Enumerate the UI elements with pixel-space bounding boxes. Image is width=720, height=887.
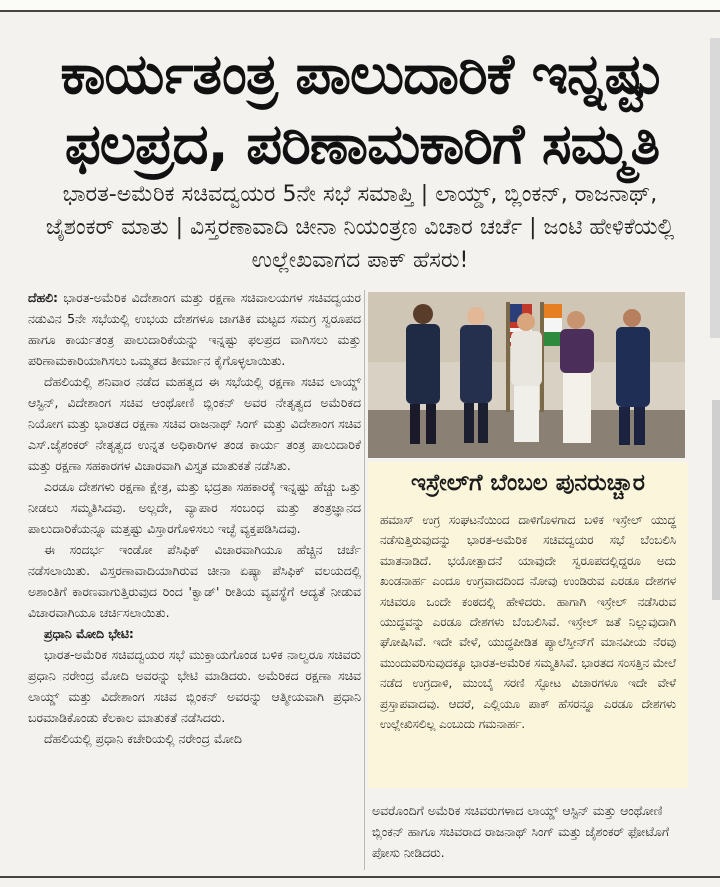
photo-illustration [368, 292, 685, 458]
article-paragraph-4: ಈ ಸಂದರ್ಭ ಇಂಡೋ ಪೆಸಿಫಿಕ್ ವಿಚಾರವಾಗಿಯೂ ಹೆಚ್ಚಿನ ಚರ್ಚೆ ನಡೆಸಲಾಯಿತು. ವಿಸ್ತರಣಾವಾದಿಯಾಗಿರುವ ಚೀನಾ ಏಷ್ಯಾ ಪೆಸಿಫಿಕ್ ವಲಯದಲ್ಲಿ ಅಶಾಂತಿಗೆ ಕಾರಣವಾಗುತ್ತಿರುವುದ ರಿಂದ 'ಕ್ವಾಡ್' ರೀತಿಯ ವ್ಯವಸ್ಥೆಗೆ ಆದ್ಯತೆ ನೀಡುವ ವಿಚಾರವಾಗಿಯೂ ಚರ್ಚಿಸಲಾಯಿತು. [28, 542, 361, 620]
article-paragraph-1 [28, 287, 361, 371]
sidebar-body: ಹಮಾಸ್ ಉಗ್ರ ಸಂಘಟನೆಯಿಂದ ದಾಳಿಗೊಳಗಾದ ಬಳಿಕ ಇಸ್ರೇಲ್ ಯುದ್ಧ ನಡೆಸುತ್ತಿರುವುದನ್ನು ಭಾರತ-ಅಮೆರಿಕ ಸಚಿವದ್ವಯರ ಸಭೆ ಬೆಂಬಲಿಸಿ ಮಾತನಾಡಿದೆ. ಭಯೋತ್ಪಾದನೆ ಯಾವುದೇ ಸ್ವರೂಪದಲ್ಲಿದ್ದರೂ ಅದು ಖಂಡನಾರ್ಹ ಎಂದೂ ಉಗ್ರವಾದದಿಂದ ನೋವು ಉಂಡಿರುವ ಎರಡೂ ದೇಶಗಳ ಸಚಿವರೂ ಒಂದೇ ಕಂಠದಲ್ಲಿ ಹೇಳಿದರು. ಹಾಗಾಗಿ ಇಸ್ರೇಲ್ ನಡೆಸಿರುವ ಯುದ್ಧವನ್ನು ಎರಡೂ ದೇಶಗಳು ಬೆಂಬಲಿಸಿವೆ. ಇಸ್ರೇಲ್ ಜತೆ ನಿಲ್ಲುವುದಾಗಿ ಘೋಷಿಸಿವೆ. ಇದೇ ವೇಳೆ, ಯುದ್ಧಪೀಡಿತ ಪ್ಯಾಲೆಸ್ತೀನ್‌ಗೆ ಮಾನವೀಯ ನೆರವು ಮುಂದುವರಿಸುವುದಕ್ಕೂ ಭಾರತ-ಅಮೆರಿಕ ಸಮ್ಮತಿಸಿವೆ. ಭಾರತದ ಸಂಸತ್ತಿನ ಮೇಲೆ ನಡೆದ ಉಗ್ರದಾಳಿ, ಮುಂಬೈ ಸರಣಿ ಸ್ಫೋಟ ವಿಚಾರಗಳೂ ಇದೇ ವೇಳೆ ಪ್ರಸ್ತಾಪವಾದವು. ಆದರೆ, ಎಲ್ಲಿಯೂ ಪಾಕ್ ಹೆಸರನ್ನೂ ಎರಡೂ ದೇಶಗಳು ಉಲ್ಲೇಖಿಸಲಿಲ್ಲ ಎಂಬುದು ಗಮನಾರ್ಹ. [380, 513, 676, 732]
sidebar-box [368, 462, 688, 788]
article-paragraph-3: ಎರಡೂ ದೇಶಗಳು ರಕ್ಷಣಾ ಕ್ಷೇತ್ರ, ಮತ್ತು ಭದ್ರತಾ ಸಹಕಾರಕ್ಕೆ ಇನ್ನಷ್ಟು ಹೆಚ್ಚು ಒತ್ತು ನೀಡಲು ಸಮ್ಮತಿಸಿದವು. ಅಲ್ಲದೇ, ವ್ಯಾಪಾರ ಸಂಬಂಧ ಮತ್ತು ತಂತ್ರಜ್ಞಾನದ ಪಾಲುದಾರಿಕೆಯನ್ನೂ ಮತ್ತಷ್ಟು ವಿಸ್ತಾರಗೊಳಿಸಲು ಇಚ್ಛೆ ವ್ಯಕ್ತಪಡಿಸಿದವು. [28, 479, 361, 536]
subdeck: ಭಾರತ-ಅಮೆರಿಕ ಸಚಿವದ್ವಯರ 5ನೇ ಸಭೆ ಸಮಾಪ್ತಿ | ಲಾಯ್ಡ್, ಬ್ಲಿಂಕನ್, ರಾಜನಾಥ್, ಜೈಶಂಕರ್ ಮಾತು | ವಿಸ್ತರಣಾವಾದಿ ಚೀನಾ ನಿಯಂತ್ರಣ ವಿಚಾರ ಚರ್ಚೆ | ಜಂಟಿ ಹೇಳಿಕೆಯಲ್ಲಿ ಉಲ್ಲೇಖವಾಗದ ಪಾಕ್ ಹೆಸರು! [45, 182, 675, 273]
headline-line-2: ಫಲಪ್ರದ, ಪರಿಣಾಮಕಾರಿಗೆ ಸಮ್ಮತಿ [64, 112, 660, 177]
article-paragraph-2: ದೆಹಲಿಯಲ್ಲಿ ಶನಿವಾರ ನಡೆದ ಮಹತ್ವದ ಈ ಸಭೆಯಲ್ಲಿ ರಕ್ಷಣಾ ಸಚಿವ ಲಾಯ್ಡ್ ಆಸ್ಟಿನ್, ವಿದೇಶಾಂಗ ಸಚಿವ ಆಂಥೋಣಿ ಬ್ಲಿಂಕನ್ ಅವರ ನೇತೃತ್ವದ ಅಮೆರಿಕದ ನಿಯೋಗ ಮತ್ತು ಭಾರತದ ರಕ್ಷಣಾ ಸಚಿವ ರಾಜನಾಥ್ ಸಿಂಗ್ ಮತ್ತು ವಿದೇಶಾಂಗ ಸಚಿವ ಎಸ್.ಜೈಶಂಕರ್ ನೇತೃತ್ವದ ಉನ್ನತ ಅಧಿಕಾರಿಗಳ ತಂಡ ಕಾರ್ಯ ತಂತ್ರ ಪಾಲುದಾರಿಕೆ ಮತ್ತು ರಕ್ಷಣಾ ಸಹಕಾರಗಳ ವಿಚಾರವಾಗಿ ವಿಸ್ತೃತ ಮಾತುಕತೆ ನಡೆಸಿತು. [28, 374, 361, 473]
article-subhead: ಪ್ರಧಾನಿ ಮೋದಿ ಭೇಟಿ: [44, 626, 134, 641]
column-divider [364, 290, 365, 870]
sidebar-title: ಇಸ್ರೇಲ್‌ಗೆ ಬೆಂಬಲ ಪುನರುಚ್ಚಾರ [411, 470, 645, 496]
bottom-border-rule [0, 876, 720, 878]
article-paragraph-6: ದೆಹಲಿಯಲ್ಲಿ ಪ್ರಧಾನಿ ಕಚೇರಿಯಲ್ಲಿ ನರೇಂದ್ರ ಮೋದಿ [44, 731, 242, 746]
dateline: ದೆಹಲಿ: [28, 290, 58, 305]
headline-line-1: ಕಾರ್ಯತಂತ್ರ ಪಾಲುದಾರಿಕೆ ಇನ್ನಷ್ಟು [60, 42, 664, 107]
adjacent-page-edge [710, 38, 720, 338]
adjacent-page-edge-lower [712, 400, 720, 600]
top-border-rule [0, 0, 720, 12]
article-column [28, 287, 361, 749]
article-paragraph-1-text: ಭಾರತ-ಅಮೆರಿಕ ವಿದೇಶಾಂಗ ಮತ್ತು ರಕ್ಷಣಾ ಸಚಿವಾಲಯಗಳ ಸಚಿವದ್ವಯರ ನಡುವಿನ 5ನೇ ಸಭೆಯಲ್ಲಿ ಉಭಯ ದೇಶಗಳೂ ಜಾಗತಿಕ ಮಟ್ಟದ ಸಮಗ್ರ ಸ್ವರೂಪದ ಹಾಗೂ ಕಾರ್ಯತಂತ್ರ ಪಾಲುದಾರಿಕೆಯನ್ನು ಇನ್ನಷ್ಟು ಫಲಪ್ರದ ವಾಗಿಸಲು ಮತ್ತು ಪರಿಣಾಮಕಾರಿಯಾಗಿಸಲು ಒಮ್ಮತದ ತೀರ್ಮಾನ ಕೈಗೊಳ್ಳಲಾಯಿತು. [28, 290, 361, 368]
news-photo [368, 292, 685, 458]
article-paragraph-5: ಭಾರತ-ಅಮೆರಿಕ ಸಚಿವದ್ವಯರ ಸಭೆ ಮುಕ್ತಾಯಗೊಂಡ ಬಳಿಕ ನಾಲ್ವರೂ ಸಚಿವರು ಪ್ರಧಾನಿ ನರೇಂದ್ರ ಮೋದಿ ಅವರನ್ನು ಭೇಟಿ ಮಾಡಿದರು. ಅಮೆರಿಕದ ರಕ್ಷಣಾ ಸಚಿವ ಲಾಯ್ಡ್ ಮತ್ತು ವಿದೇಶಾಂಗ ಸಚಿವ ಬ್ಲಿಂಕನ್ ಅವರನ್ನು ಆತ್ಮೀಯವಾಗಿ ಪ್ರಧಾನಿ ಬರಮಾಡಿಕೊಂಡು ಕೆಲಕಾಲ ಮಾತುಕತೆ ನಡೆಸಿದರು. [28, 647, 361, 725]
photo-caption: ಅವರೊಂದಿಗೆ ಅಮೆರಿಕ ಸಚಿವರುಗಳಾದ ಲಾಯ್ಡ್ ಆಸ್ಟಿನ್ ಮತ್ತು ಆಂಥೋಣಿ ಬ್ಲಿಂಕನ್ ಹಾಗೂ ಸಚಿವರಾದ ರಾಜನಾಥ್ ಸಿಂಗ್ ಮತ್ತು ಜೈಶಂಕರ್ ಫೋಟೊಗೆ ಪೋಸು ನೀಡಿದರು. [372, 803, 670, 860]
